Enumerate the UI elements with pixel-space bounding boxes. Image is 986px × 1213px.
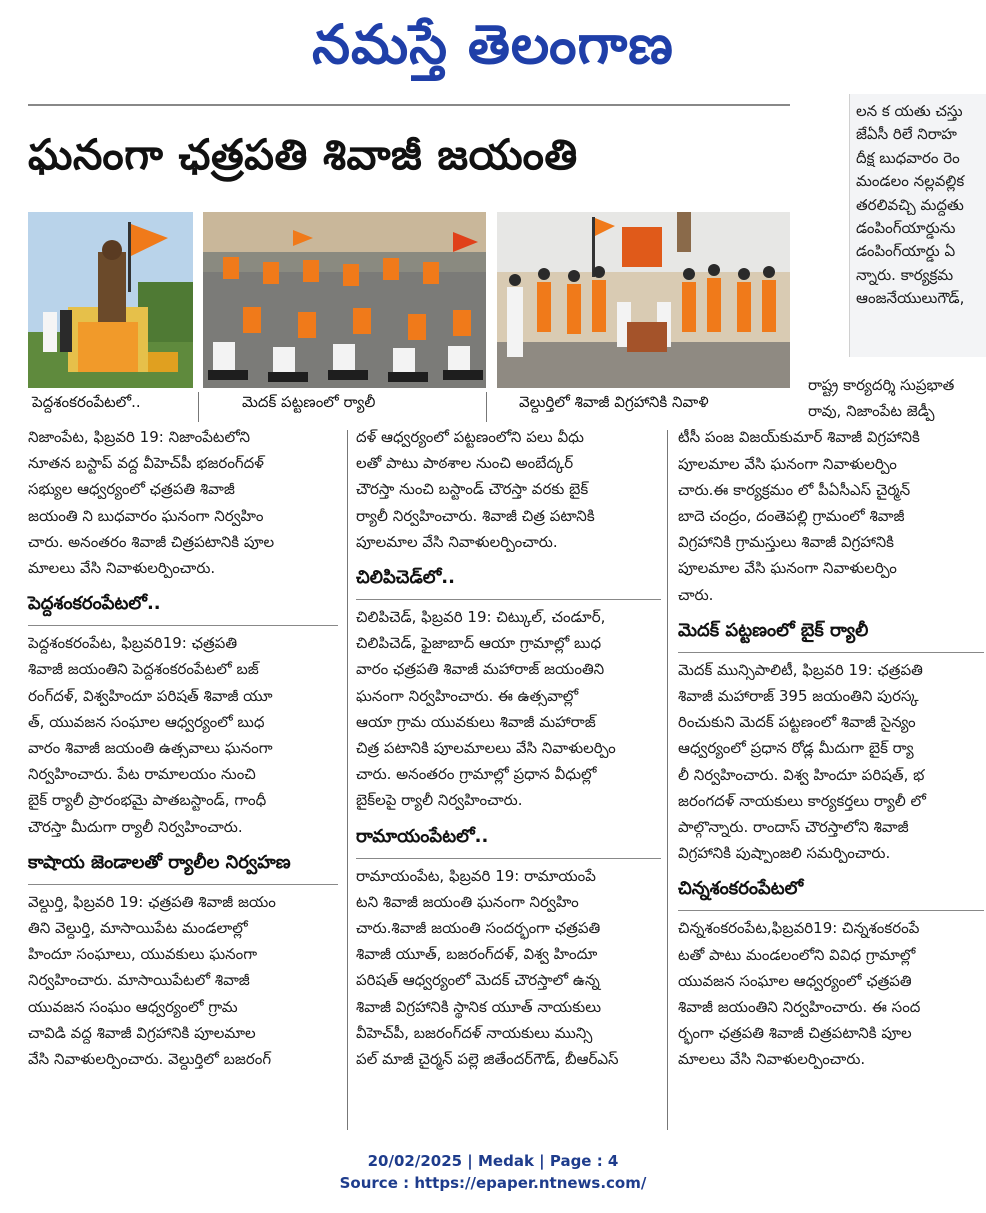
text-line: చావిడి వద్ద శివాజీ విగ్రహానికి పూలమాల [28, 1023, 256, 1042]
newspaper-masthead: నమస్తే తెలంగాణ [312, 12, 674, 76]
text-line: రాష్ట్ర కార్యదర్శి సుప్రభాత [808, 376, 955, 394]
text-line: చారు. అనంతరం గ్రామాల్లో ప్రధాన వీధుల్లో [356, 765, 597, 784]
section-rule [28, 625, 338, 626]
text-line: యువజన సంఘాల ఆధ్వర్యంలో ఛత్రపతి [678, 971, 912, 990]
article-column-3 [678, 372, 984, 1073]
section-subheading: మెదక్ పట్టణంలో బైక్ ర్యాలీ [678, 619, 869, 641]
caption-divider [486, 392, 487, 422]
text-line: టీసీ పంజ విజయ్‌కుమార్ శివాజీ విగ్రహానికి [678, 428, 920, 447]
photo-caption: పెద్దశంకరంపేటలో.. [32, 393, 141, 411]
text-line: మెదక్ మున్సిపాలిటీ, ఫిబ్రవరి 19: ఛత్రపతి [678, 660, 923, 679]
snippet-line: డంపింగ్‌యార్డును [856, 219, 956, 238]
text-line: శివాజీ యూత్, బజరంగ్‌దళ్, విశ్వ హిందూ [356, 945, 598, 964]
photo-caption: వెల్దుర్తిలో శివాజీ విగ్రహానికి నివాళి [519, 393, 709, 411]
text-line: పాల్గొన్నారు. రాందాస్ చౌరస్తాలోని శివాజీ [678, 818, 909, 837]
section-subheading: చిన్నశంకరంపేటలో [678, 878, 804, 900]
text-line: చారు.ఈ కార్యక్రమం లో పీఏసీఎస్ చైర్మన్ [678, 480, 911, 499]
text-line: లతో పాటు పాఠశాల నుంచి అంబేద్కర్ [356, 454, 574, 473]
text-line: లీ నిర్వహించారు. విశ్వ హిందూ పరిషత్, భ [678, 765, 925, 784]
photo-statue [28, 212, 193, 388]
text-line: ర్భంగా ఛత్రపతి శివాజీ చిత్రపటానికి పూల [678, 1024, 912, 1043]
text-line: నిజాంపేట, ఫిబ్రవరి 19: నిజాంపేటలోని [28, 428, 251, 446]
text-line: శివాజీ జయంతిని నిర్వహించారు. ఈ సంద [678, 998, 921, 1017]
section-rule [678, 910, 984, 911]
adjacent-article-snippet [849, 94, 986, 357]
section-rule [28, 884, 338, 885]
text-line: చారు.శివాజీ జయంతి సందర్భంగా ఛత్రపతి [356, 919, 601, 938]
text-line: వీహెచ్‌పీ, బజరంగ్‌దళ్ నాయకులు మున్సి [356, 1023, 593, 1042]
text-line: చిలిపిచెడ్, ఫైజాబాద్ ఆయా గ్రామాల్లో బుధ [356, 634, 602, 653]
section-subheading: చిలిపిచెడ్‌లో.. [356, 567, 455, 589]
text-line: త్, యువజన సంఘాల ఆధ్వర్యంలో బుధ [28, 712, 265, 731]
source-link[interactable]: Source : https://epaper.ntnews.com/ [339, 1174, 647, 1192]
text-line: సభ్యుల ఆధ్వర్యంలో ఛత్రపతి శివాజీ [28, 480, 235, 499]
text-line: వెల్దుర్తి, ఫిబ్రవరి 19: ఛత్రపతి శివాజీ జయం [28, 892, 276, 911]
text-line: పూలమాల వేసి ఘనంగా నివాళులర్పిం [678, 454, 897, 473]
text-line: దళ్ ఆధ్వర్యంలో పట్టణంలోని పలు వీధు [356, 428, 584, 446]
text-line: టతో పాటు మండలంలోని వివిధ గ్రామాల్లో [678, 945, 916, 964]
text-line: టని శివాజీ జయంతి ఘనంగా నిర్వహిం [356, 892, 579, 911]
text-line: రంగ్‌దళ్, విశ్వహిందూ పరిషత్ శివాజీ యూ [28, 686, 273, 705]
text-line: జయంతి ని బుధవారం ఘనంగా నిర్వహిం [28, 506, 264, 525]
text-line: విగ్రహానికి పుష్పాంజలి సమర్పించారు. [678, 844, 891, 863]
section-rule [678, 652, 984, 653]
text-line: చిత్ర పటానికి పూలమాలలు వేసి నివాళులర్పిం [356, 739, 616, 758]
text-line: మాలలు వేసి నివాళులర్పించారు. [28, 559, 216, 578]
photo-statue-tribute [497, 212, 790, 388]
text-line: చిలిపిచెడ్, ఫిబ్రవరి 19: చిట్కుల్, చండూర్, [356, 608, 606, 627]
text-line: పల్ మాజీ చైర్మన్ పల్లె జితేందర్‌గౌడ్, బీఆర్ఎస్ [356, 1050, 619, 1069]
text-line: హిందూ సంఘాలు, యువకులు ఘనంగా [28, 945, 258, 964]
text-line: పెద్దశంకరంపేట, ఫిబ్రవరి19: ఛత్రపతి [28, 634, 238, 653]
snippet-line: న్నారు. కార్యక్రమ [856, 265, 954, 284]
text-line: బైక్ ర్యాలీ ప్రారంభమై పాతబస్టాండ్, గాంధీ [28, 791, 267, 810]
section-subheading: పెద్దశంకరంపేటలో.. [28, 593, 161, 615]
caption-divider [198, 392, 199, 422]
section-rule [356, 858, 661, 859]
headline-top-rule [28, 104, 790, 106]
photo-caption: మెదక్ పట్టణంలో ర్యాలీ [242, 393, 376, 411]
text-line: పూలమాల వేసి ఘనంగా నివాళులర్పిం [678, 559, 897, 578]
text-line: మాలలు వేసి నివాళులర్పించారు. [678, 1050, 866, 1069]
text-line: ఆధ్వర్యంలో ప్రధాన రోడ్ల మీదుగా బైక్ ర్యా [678, 739, 914, 758]
snippet-line: మండలం నల్లవల్లిక [856, 172, 965, 191]
text-line: విగ్రహానికి గ్రామస్తులు శివాజీ విగ్రహానికి [678, 533, 894, 552]
text-line: యువజన సంఘం ఆధ్వర్యంలో గ్రామ [28, 997, 238, 1016]
article-column-1 [28, 424, 338, 1072]
text-line: ర్యాలీ నిర్వహించారు. శివాజీ చిత్ర పటానికి [356, 506, 595, 525]
text-line: వారం ఛత్రపతి శివాజీ మహారాజ్ జయంతిని [356, 660, 605, 679]
text-line: చౌరస్తా మీదుగా ర్యాలీ నిర్వహించారు. [28, 817, 243, 836]
text-line: జరంగదళ్ నాయకులు కార్యకర్తలు ర్యాలీ లో [678, 791, 926, 810]
text-line: శివాజీ జయంతిని పెద్దశంకరంపేటలో బజ్ [28, 660, 259, 679]
text-line: చిన్నశంకరంపేట,ఫిబ్రవరి19: చిన్నశంకరంపే [678, 919, 920, 938]
column-divider [347, 430, 348, 1130]
text-line: ఆయా గ్రామ యువకులు శివాజీ మహారాజ్ [356, 712, 596, 731]
text-line: వేసి నివాళులర్పించారు. వెల్దుర్తిలో బజరంగ్ [28, 1050, 272, 1069]
snippet-line: దీక్ష బుధవారం రెం [856, 148, 960, 167]
snippet-line: జేఏసీ రిలే నిరాహ [856, 125, 957, 144]
text-line: పరిషత్ ఆధ్వర్యంలో మెదక్ చౌరస్తాలో ఉన్న [356, 971, 600, 990]
snippet-line: లన క యతు చస్తు [856, 102, 963, 120]
text-line: పూలమాల వేసి నివాళులర్పించారు. [356, 532, 558, 551]
snippet-line: ఆంజనేయులుగౌడ్, [856, 289, 965, 308]
photo-bike-rally [203, 212, 486, 388]
text-line: శివాజీ విగ్రహానికి స్థానిక యూత్ నాయకులు [356, 997, 602, 1016]
text-line: రించుకుని మెదక్ పట్టణంలో శివాజీ సైన్యం [678, 713, 916, 732]
text-line: బైక్‌లపై ర్యాలీ నిర్వహించారు. [356, 791, 523, 810]
text-line: నిర్వహించారు. పేట రామాలయం నుంచి [28, 765, 256, 784]
article-headline: ఘనంగా ఛత్రపతి శివాజీ జయంతి [28, 130, 578, 179]
snippet-line: తరలివచ్చి మద్దతు [856, 195, 964, 214]
text-line: చౌరస్తా నుంచి బస్టాండ్ చౌరస్తా వరకు బైక్ [356, 480, 589, 499]
text-line: రావు, నిజాంపేట జెడ్పీ [808, 402, 935, 421]
section-subheading: కాషాయ జెండాలతో ర్యాలీల నిర్వహణ [28, 851, 291, 873]
text-line: రామాయంపేట, ఫిబ్రవరి 19: రామాయంపే [356, 866, 596, 885]
text-line: ఘనంగా నిర్వహించారు. ఈ ఉత్సవాల్లో [356, 686, 579, 705]
snippet-line: డంపింగ్‌యార్డు ఏ [856, 242, 956, 261]
text-line: చారు. [678, 585, 714, 604]
article-column-2 [356, 424, 661, 1072]
text-line: శివాజీ మహారాజ్ 395 జయంతిని పురస్క [678, 687, 919, 706]
text-line: నూతన బస్టాప్ వద్ద వీహెచ్‌పీ భజరంగ్‌దళ్ [28, 454, 264, 473]
edition-info: 20/02/2025 | Medak | Page : 4 [367, 1152, 619, 1170]
text-line: నిర్వహించారు. మాసాయిపేటలో శివాజీ [28, 971, 250, 990]
text-line: వారం శివాజీ జయంతి ఉత్సవాలు ఘనంగా [28, 739, 273, 758]
text-line: తిని వెల్దుర్తి, మాసాయిపేట మండలాల్లో [28, 919, 248, 938]
section-subheading: రామాయంపేటలో.. [356, 825, 489, 847]
section-rule [356, 599, 661, 600]
column-divider [667, 430, 668, 1130]
page-footer [0, 1150, 986, 1194]
text-line: బాదె చంద్రం, దంతెపల్లి గ్రామంలో శివాజీ [678, 507, 905, 526]
text-line: చారు. అనంతరం శివాజీ చిత్రపటానికి పూల [28, 532, 275, 551]
